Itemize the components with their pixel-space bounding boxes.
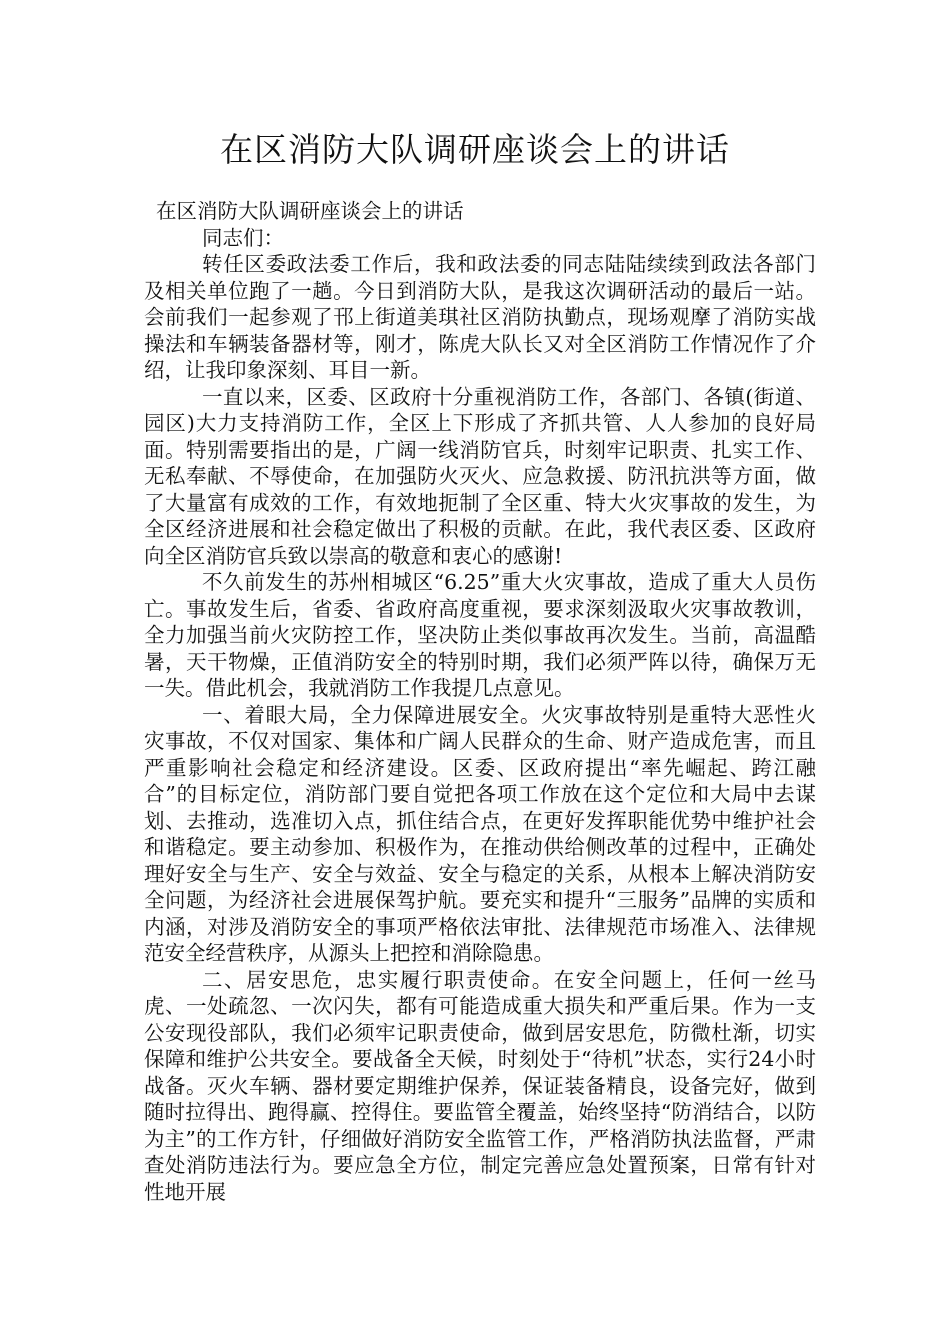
paragraph: 转任区委政法委工作后，我和政法委的同志陆陆续续到政法各部门及相关单位跑了一趟。今日到消防大队，是我这次调研活动的最后一站。会前我们一起参观了邗上街道美琪社区消防执勤点，现场观摩了消防实战操法和车辆装备器材等，刚才，陈虎大队长又对全区消防工作情况作了介绍，让我印象深刻、耳目一新。 (144, 252, 816, 382)
paragraph: 一、着眼大局，全力保障进展安全。火灾事故特别是重特大恶性火灾事故，不仅对国家、集体和广阔人民群众的生命、财产造成危害，而且严重影响社会稳定和经济建设。区委、区政府提出“率先崛起、跨江融合”的目标定位，消防部门要自觉把各项工作放在这个定位和大局中去谋划、去推动，选准切入点，抓住结合点，在更好发挥职能优势中维护社会和谐稳定。要主动参加、积极作为，在推动供给侧改革的过程中，正确处理好安全与生产、安全与效益、安全与稳定的关系，从根本上解决消防安全问题，为经济社会进展保驾护航。要充实和提升“三服务”品牌的实质和内涵，对涉及消防安全的事项严格依法审批、法律规范市场准入、法律规范安全经营秩序，从源头上把控和消除隐患。 (144, 702, 816, 965)
paragraph: 不久前发生的苏州相城区“6.25”重大火灾事故，造成了重大人员伤亡。事故发生后，省委、省政府高度重视，要求深刻汲取火灾事故教训，全力加强当前火灾防控工作，坚决防止类似事故再次发生。当前，高温酷暑，天干物燥，正值消防安全的特别时期，我们必须严阵以待，确保万无一失。借此机会，我就消防工作我提几点意见。 (144, 570, 816, 700)
paragraph: 二、居安思危，忠实履行职责使命。在安全问题上，任何一丝马虎、一处疏忽、一次闪失，都有可能造成重大损失和严重后果。作为一支公安现役部队，我们必须牢记职责使命，做到居安思危，防微杜渐，切实保障和维护公共安全。要战备全天候，时刻处于“待机”状态，实行24小时战备。灭火车辆、器材要定期维护保养，保证装备精良，设备完好，做到随时拉得出、跑得赢、控得住。要监管全覆盖，始终坚持“防消结合，以防为主”的工作方针，仔细做好消防安全监管工作，严格消防执法监督，严肃查处消防违法行为。要应急全方位，制定完善应急处置预案，日常有针对性地开展 (144, 967, 816, 1204)
salutation: 同志们： (202, 225, 284, 250)
document-body (144, 198, 816, 1205)
document-subtitle: 在区消防大队调研座谈会上的讲话 (156, 199, 464, 223)
paragraph: 一直以来，区委、区政府十分重视消防工作，各部门、各镇(街道、园区)大力支持消防工作，全区上下形成了齐抓共管、人人参加的良好局面。特别需要指出的是，广阔一线消防官兵，时刻牢记职责、扎实工作、无私奉献、不辱使命，在加强防火灭火、应急救援、防汛抗洪等方面，做了大量富有成效的工作，有效地扼制了全区重、特大火灾事故的发生，为全区经济进展和社会稳定做出了积极的贡献。在此，我代表区委、区政府向全区消防官兵致以崇高的敬意和衷心的感谢! (144, 384, 816, 568)
document-title: 在区消防大队调研座谈会上的讲话 (220, 130, 730, 169)
